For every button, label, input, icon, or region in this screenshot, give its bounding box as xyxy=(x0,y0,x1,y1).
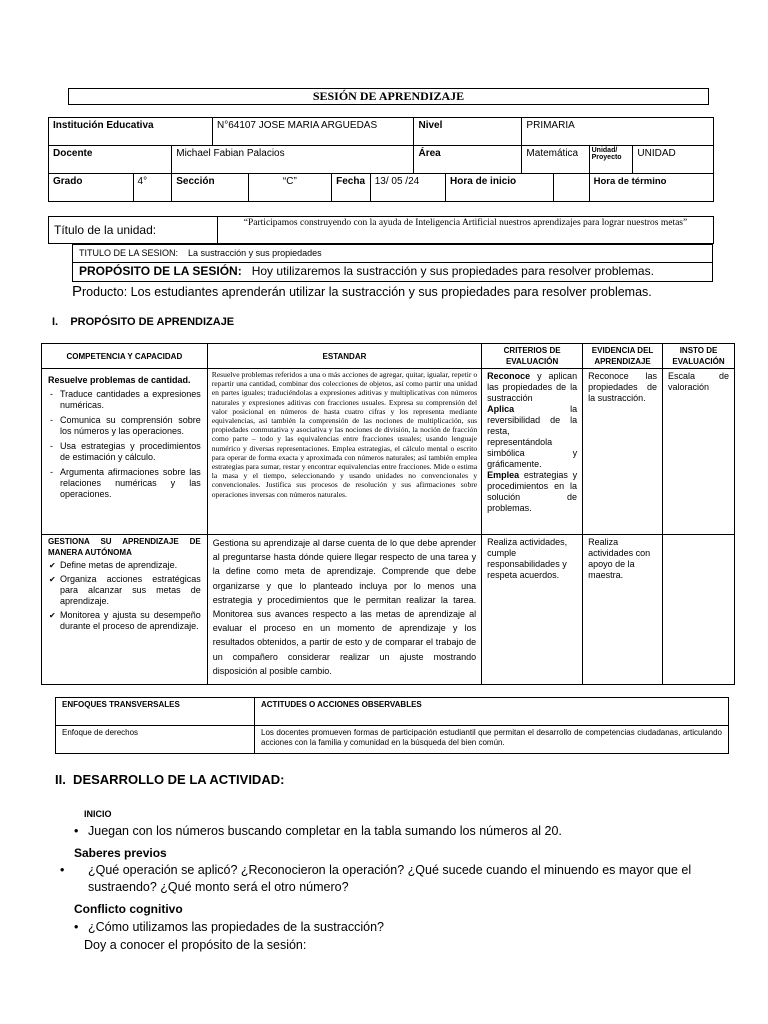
conflicto-bullet: • ¿Cómo utilizamos las propiedades de la sustracción? xyxy=(74,920,384,934)
unidad-title-label: Título de la unidad: xyxy=(49,217,218,244)
unidad-title-table xyxy=(48,216,714,244)
seccion-value: “C” xyxy=(248,174,332,202)
section2-title: II. DESARROLLO DE LA ACTIVIDAD: xyxy=(55,772,285,787)
header-instrumento: INSTO DE EVALUACIÓN xyxy=(663,344,735,369)
capacidad-item: ✔ Monitorea y ajusta su desempeño durante el proceso de aprendizaje. xyxy=(60,610,201,632)
hora-inicio-label: Hora de inicio xyxy=(446,174,554,202)
competencia-cell-2 xyxy=(42,535,208,685)
institucion-label: Institución Educativa xyxy=(49,118,213,146)
criterios-cell-1 xyxy=(482,369,583,535)
inicio-label: INICIO xyxy=(84,809,112,819)
instrumento-cell-2 xyxy=(663,535,735,685)
institucion-value: N°64107 JOSE MARIA ARGUEDAS xyxy=(212,118,414,146)
bullet-icon: • xyxy=(60,863,65,877)
unidad-title-value: “Participamos construyendo con la ayuda de Inteligencia Artificial nuestros aprendizajes para lograr nuestros metas” xyxy=(218,217,714,244)
enfoques-table xyxy=(55,697,729,754)
capacidad-item: - Usa estrategias y procedimientos de estimación y cálculo. xyxy=(60,441,201,463)
section1-title: I. PROPÓSITO DE APRENDIZAJE xyxy=(52,316,235,328)
area-value: Matemática xyxy=(522,146,589,174)
conflicto-label: Conflicto cognitivo xyxy=(74,902,183,916)
bullet-icon: • xyxy=(74,920,79,934)
header-estandar: ESTANDAR xyxy=(207,344,481,369)
sesion-title-label: TITULO DE LA SESION: xyxy=(79,248,179,258)
info-table xyxy=(48,117,714,202)
header-evidencia: EVIDENCIA DEL APRENDIZAJE xyxy=(583,344,663,369)
header-competencia: COMPETENCIA Y CAPACIDAD xyxy=(42,344,208,369)
estandar-cell-2: Gestiona su aprendizaje al darse cuenta de lo que debe aprender al preguntarse hasta dónde quiere llegar respecto de una tarea y la define como meta de aprendizaje. Comprende que debe organizarse y que lo planteado incluya por lo menos una estrategia y procedimientos que le permitan realizar la tarea. Monitorea sus avances respecto a las metas de aprendizaje al evaluar el proceso en un momento de aprendizaje y los resultados obtenidos, a partir de esto y de comparar el trabajo de un compañero considerar realizar un ajuste mostrando disposición al posible cambio. xyxy=(207,535,481,685)
docente-value: Michael Fabian Palacios xyxy=(172,146,414,174)
competencia-title-1: Resuelve problemas de cantidad. xyxy=(48,375,191,385)
hora-inicio-value xyxy=(553,174,589,202)
purpose-table xyxy=(41,343,735,685)
fecha-value: 13/ 05 /24 xyxy=(370,174,445,202)
evidencia-cell-1: Reconoce las propiedades de la sustracción. xyxy=(583,369,663,535)
competencia-title-2: GESTIONA SU APRENDIZAJE DE MANERA AUTÓNOMA xyxy=(48,537,201,557)
bullet-icon: • xyxy=(74,824,79,838)
enfoque-name: Enfoque de derechos xyxy=(56,726,255,754)
document-title-box xyxy=(68,88,709,105)
saberes-label: Saberes previos xyxy=(74,846,167,860)
producto-line xyxy=(72,283,732,301)
fecha-label: Fecha xyxy=(332,174,371,202)
seccion-label: Sección xyxy=(172,174,248,202)
capacidad-item: - Comunica su comprensión sobre los números y las operaciones. xyxy=(60,415,201,437)
criterio-item: Emplea estrategias y procedimientos en la solución de problemas. xyxy=(487,470,578,513)
enfoque-actitudes: Los docentes promueven formas de participación estudiantil que permitan el desarrollo de competencias ciudadanas, articulando acciones con la familia y comunidad en la búsqueda del bien común. xyxy=(255,726,729,754)
capacidad-item: - Traduce cantidades a expresiones numéricas. xyxy=(60,389,201,411)
unidad-value: UNIDAD xyxy=(633,146,714,174)
area-label: Área xyxy=(414,146,522,174)
header-criterios: CRITERIOS DE EVALUACIÓN xyxy=(482,344,583,369)
capacidad-item: ✔ Organiza acciones estratégicas para alcanzar sus metas de aprendizaje. xyxy=(60,574,201,607)
competencia-cell-1 xyxy=(42,369,208,535)
grado-value: 4° xyxy=(133,174,172,202)
producto-first-letter: P xyxy=(72,283,83,300)
saberes-bullet: • ¿Qué operación se aplicó? ¿Reconocieron la operación? ¿Qué sucede cuando el minuendo es mayor que el sustraendo? ¿Qué monto será el otro número? xyxy=(60,863,692,894)
criterios-cell-2: Realiza actividades, cumple responsabilidades y respeta acuerdos. xyxy=(482,535,583,685)
proposito-value: Hoy utilizaremos la sustracción y sus propiedades para resolver problemas. xyxy=(251,264,654,278)
document-title: SESIÓN DE APRENDIZAJE xyxy=(312,89,465,103)
criterio-item: Aplica la reversibilidad de la resta, representándola simbólica y gráficamente. xyxy=(487,404,578,469)
capacidad-item: ✔ Define metas de aprendizaje. xyxy=(60,560,201,571)
evidencia-cell-2: Realiza actividades con apoyo de la maestra. xyxy=(583,535,663,685)
nivel-label: Nivel xyxy=(414,118,522,146)
grado-label: Grado xyxy=(49,174,134,202)
hora-termino-label: Hora de término xyxy=(589,174,713,202)
capacidad-item: - Argumenta afirmaciones sobre las relaciones numéricas y las operaciones. xyxy=(60,467,201,500)
enfoques-header-left: ENFOQUES TRANSVERSALES xyxy=(56,698,255,726)
estandar-cell-1: Resuelve problemas referidos a una o más acciones de agregar, quitar, igualar, repetir o repartir una cantidad, combinar dos colecciones de objetos, así como partir una unidad en partes iguales; traduciéndolas a expresiones aditivas y multiplicativas con números naturales y expresiones aditivas con fracciones usuales. Expresa su comprensión del valor posicional en números de hasta cuatro cifras y los representa mediante equivalencias, así también la comprensión de las nociones de multiplicación, sus propiedades conmutativa y asociativa y las nociones de división, la noción de fracción como parte – todo y las equivalencias entre fracciones usuales; usando lenguaje numérico y diversas representaciones. Emplea estrategias, el cálculo mental o escrito para operar de forma exacta y aproximada con números naturales; así también emplea estrategias para sumar, restar y encontrar equivalencias entre fracciones. Mide o estima la masa y el tiempo, seleccionando y usando unidades no convencionales y convencionales. Justifica sus procesos de resolución y sus afirmaciones sobre operaciones inversas con números naturales. xyxy=(207,369,481,535)
nivel-value: PRIMARIA xyxy=(522,118,714,146)
instrumento-cell-1: Escala de valoración xyxy=(663,369,735,535)
sesion-title-box xyxy=(72,244,713,263)
sesion-title-value: La sustracción y sus propiedades xyxy=(188,248,322,258)
docente-label: Docente xyxy=(49,146,172,174)
enfoques-header-right: ACTITUDES O ACCIONES OBSERVABLES xyxy=(255,698,729,726)
criterio-item: Reconoce y aplican las propiedades de la sustracción xyxy=(487,371,578,403)
conflicto-line2: Doy a conocer el propósito de la sesión: xyxy=(84,938,307,952)
inicio-bullet: • Juegan con los números buscando completar en la tabla sumando los números al 20. xyxy=(74,824,562,838)
proposito-box xyxy=(72,262,713,282)
proposito-label: PROPÓSITO DE LA SESIÓN: xyxy=(79,264,242,278)
unidad-proyecto-label: Unidad/ Proyecto xyxy=(589,146,633,174)
producto-text: roducto: Los estudiantes aprenderán utilizar la sustracción y sus propiedades para resolver problemas. xyxy=(82,285,652,299)
